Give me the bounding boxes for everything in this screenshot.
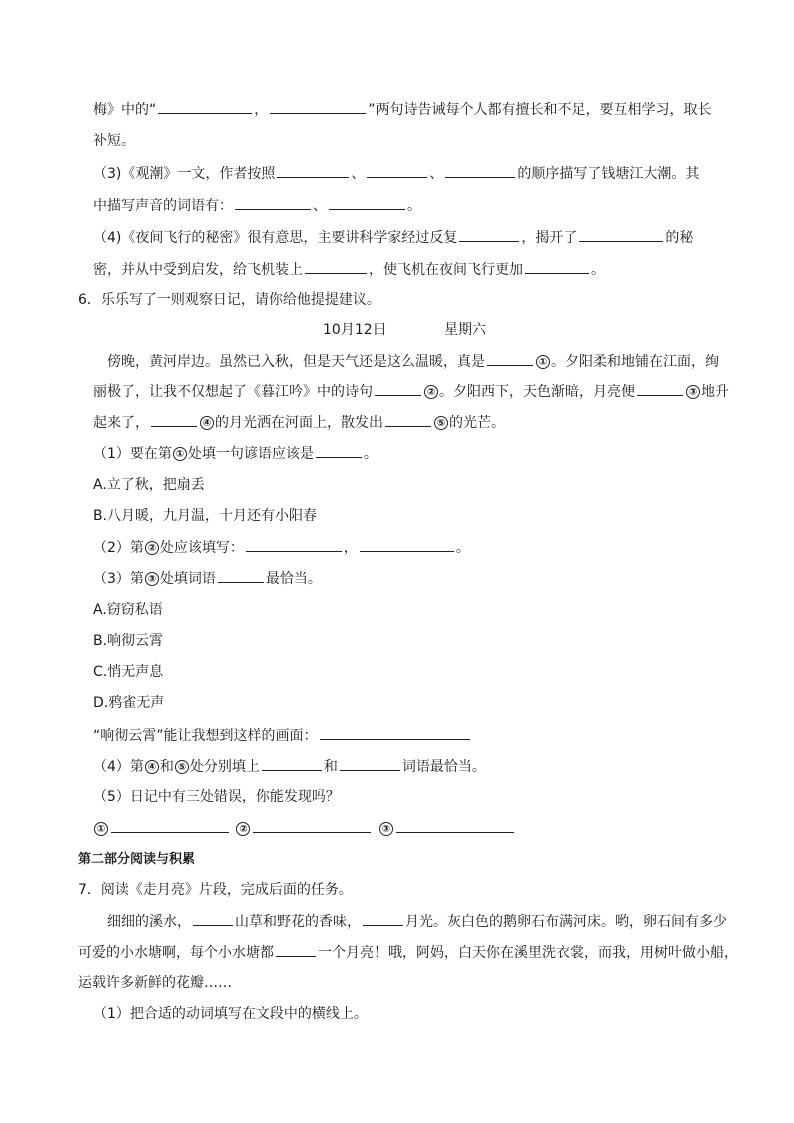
circled-number-3: ③	[145, 572, 159, 586]
option-s3-a[interactable]: A.窃窃私语	[93, 602, 163, 618]
circled-number-3: ③	[379, 822, 393, 836]
blank-adjective[interactable]	[525, 259, 589, 274]
q6-sub-4: （4）第 ④ 和 ⑤ 处分别填上 和 词语最恰当。	[93, 756, 486, 776]
blank-poem-line-2[interactable]	[270, 99, 366, 114]
blank-2[interactable]	[375, 381, 421, 396]
option-s3-c[interactable]: C.悄无声息	[93, 664, 164, 680]
blank-5[interactable]	[385, 412, 431, 427]
q6-sub-2: （2）第 ② 处应该填写： ， 。	[93, 537, 470, 557]
q5-item-3: （3)《观潮》一文，作者按照 、 、 的顺序描写了钱塘江大潮。其	[93, 163, 699, 183]
circled-number-2: ②	[236, 822, 250, 836]
option-s3-d[interactable]: D.鸦雀无声	[93, 695, 165, 711]
answer-blank-s4-1[interactable]	[262, 756, 322, 771]
q6-sub-3-extra: “响彻云霄”能让我想到这样的画面：	[93, 725, 472, 745]
diary-para-line-3: 起来了， ④ 的月光洒在河面上，散发出 ⑤ 的光芒。	[93, 412, 505, 432]
option-s1-a[interactable]: A.立了秋，把扇丢	[93, 477, 205, 493]
answer-blank-s4-2[interactable]	[340, 756, 400, 771]
answer-blank-s3[interactable]	[218, 568, 264, 583]
circled-number-4: ④	[200, 416, 214, 430]
q5-item-4-cont: 密，并从中受到启发，给飞机装上 ，使飞机在夜间飞行更加 。	[93, 259, 605, 279]
q5-item-4: （4)《夜间飞行的秘密》很有意思，主要讲科学家经过反复 ，揭开了 的秘	[93, 227, 693, 247]
blank-poem-line-1[interactable]	[158, 99, 252, 114]
answer-blank-error-3[interactable]	[396, 818, 514, 833]
option-s3-b[interactable]: B.响彻云霄	[93, 633, 164, 649]
q7-title: 7．阅读《走月亮》片段，完成后面的任务。	[78, 882, 353, 898]
q6-sub-5-answers	[93, 818, 516, 838]
blank-experiment[interactable]	[459, 227, 519, 242]
answer-blank-s1[interactable]	[316, 443, 362, 458]
circled-number-2: ②	[145, 541, 159, 555]
diary-para-line-1: 傍晚，黄河岸边。虽然已入秋，但是天气还是这么温暖，真是 ① 。夕阳柔和地铺在江面，绚	[107, 351, 719, 371]
section-heading: 第二部分阅读与积累	[78, 852, 196, 867]
diary-para-line-2: 丽极了，让我不仅想起了《暮江吟》中的诗句 ② 。夕阳西下，天色渐暗，月亮便 ③ 地升	[93, 381, 729, 401]
circled-number-1: ①	[173, 447, 187, 461]
circled-number-3: ③	[686, 385, 700, 399]
diary-weekday: 星期六	[444, 322, 486, 338]
blank-order-1[interactable]	[277, 163, 349, 178]
blank-1[interactable]	[487, 351, 533, 366]
passage-line-1: 细细的溪水， 山草和野花的香味， 月光。灰白色的鹅卵石布满河床。哟，卵石间有多少	[107, 911, 727, 931]
circled-number-1: ①	[536, 355, 550, 369]
passage-line-2: 可爱的小水塘啊，每个小水塘都 一个月亮！哦，阿妈，白天你在溪里洗衣裳，而我，用树叶做小船，	[78, 942, 738, 962]
blank-order-2[interactable]	[367, 163, 427, 178]
q5-line-1: 梅》中的“ ， ”两句诗告诫每个人都有擅长和不足，要互相学习，取长	[93, 99, 712, 119]
answer-blank-scene[interactable]	[320, 725, 470, 740]
option-s1-b[interactable]: B.八月暖，九月温，十月还有小阳春	[93, 508, 318, 524]
blank-4[interactable]	[151, 412, 197, 427]
answer-blank-error-1[interactable]	[111, 818, 229, 833]
q6-sub-5: （5）日记中有三处错误，你能发现吗？	[93, 789, 340, 805]
q7-sub-1: （1）把合适的动词填写在文段中的横线上。	[93, 1006, 368, 1022]
passage-line-3: 运载许多新鲜的花瓣……	[78, 975, 232, 991]
blank-3[interactable]	[637, 381, 683, 396]
circled-number-5: ⑤	[434, 416, 448, 430]
blank-sound-word-1[interactable]	[235, 195, 311, 210]
blank-order-3[interactable]	[445, 163, 515, 178]
verb-blank-1[interactable]	[193, 911, 233, 926]
circled-number-5: ⑤	[175, 760, 189, 774]
answer-blank-s2-1[interactable]	[246, 537, 342, 552]
q5-item-3-cont: 中描写声音的词语有： 、 。	[93, 195, 421, 215]
circled-number-4: ④	[145, 760, 159, 774]
answer-blank-s2-2[interactable]	[360, 537, 454, 552]
q6-sub-1: （1）要在第 ① 处填一句谚语应该是 。	[93, 443, 378, 463]
blank-secret[interactable]	[579, 227, 663, 242]
circled-number-1: ①	[94, 822, 108, 836]
q5-line-2: 补短。	[93, 133, 135, 149]
q6-title: 6．乐乐写了一则观察日记，请你给他提提建议。	[78, 292, 381, 308]
blank-device[interactable]	[305, 259, 367, 274]
q6-sub-3: （3）第 ③ 处填词语 最恰当。	[93, 568, 322, 588]
circled-number-2: ②	[424, 385, 438, 399]
verb-blank-3[interactable]	[276, 942, 316, 957]
verb-blank-2[interactable]	[363, 911, 403, 926]
answer-blank-error-2[interactable]	[253, 818, 371, 833]
blank-sound-word-2[interactable]	[329, 195, 405, 210]
diary-date: 10月12日	[323, 322, 387, 338]
